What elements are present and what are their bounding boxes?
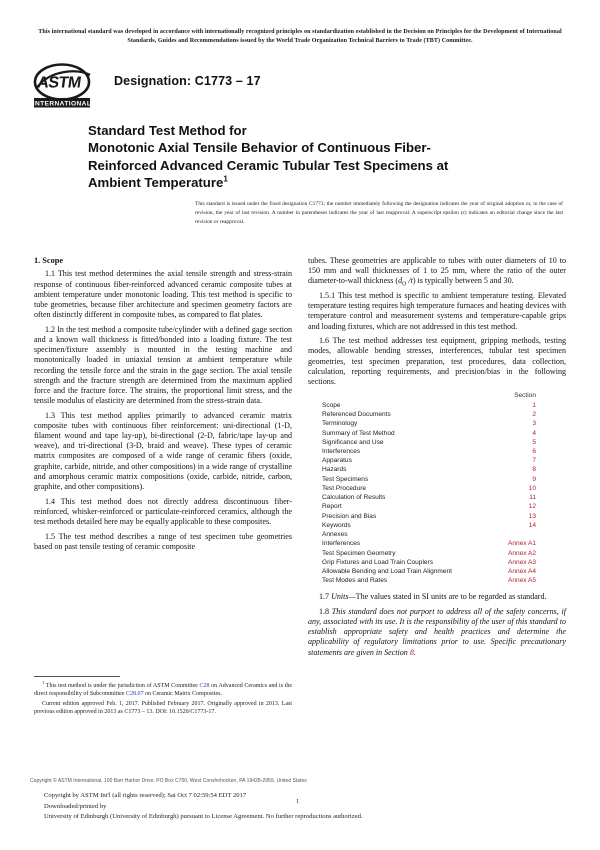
p1-7-text: The values stated in SI units are to be regarded as standard. xyxy=(355,592,547,602)
svg-text:INTERNATIONAL: INTERNATIONAL xyxy=(32,100,92,108)
symbol-do-sub: O xyxy=(402,281,407,288)
toc-row xyxy=(308,457,566,466)
body-column-right xyxy=(308,256,566,662)
title-line-4-text: Ambient Temperature xyxy=(88,175,224,191)
subcommittee-c2807-link[interactable]: C28.07 xyxy=(125,690,144,697)
toc-row-label: Test Procedure xyxy=(322,484,367,492)
title-line-3: Reinforced Advanced Ceramic Tubular Test Specimens at xyxy=(88,157,449,173)
toc-row-label: Referenced Documents xyxy=(322,411,391,419)
toc-row-section-link[interactable]: 8 xyxy=(532,466,536,474)
toc-header-label xyxy=(308,392,492,402)
table-of-contents xyxy=(308,392,566,587)
toc-row-section-link[interactable]: 11 xyxy=(529,494,536,502)
footnote-text-b: on Advanced Ceramics and is the direct responsibility of Subcommittee xyxy=(34,682,292,697)
toc-row-label: Test Specimen Geometry xyxy=(322,549,396,557)
toc-row-label: Test Modes and Rates xyxy=(322,577,388,585)
toc-row-label: Terminology xyxy=(322,420,358,428)
p1-8-number: 1.8 xyxy=(319,606,332,616)
toc-row xyxy=(308,438,566,447)
body-column-left xyxy=(34,256,292,556)
toc-row xyxy=(308,512,566,521)
toc-row-section-link[interactable]: 9 xyxy=(532,475,536,483)
toc-row-section-link[interactable]: 3 xyxy=(532,420,536,428)
toc-row-label: Test Specimens xyxy=(322,475,369,483)
p1-7-number: 1.7 xyxy=(319,592,332,602)
toc-row xyxy=(308,568,566,577)
toc-row-label: Report xyxy=(322,503,342,511)
toc-row xyxy=(308,549,566,558)
toc-row xyxy=(308,577,566,586)
footnote-rule xyxy=(34,676,120,677)
toc-row xyxy=(308,401,566,410)
footnote-text-a: This test method is under the jurisdiction of ASTM Committee xyxy=(44,682,200,689)
toc-row xyxy=(308,531,566,540)
toc-row-section-link[interactable]: 4 xyxy=(532,429,536,437)
toc-row-label: Significance and Use xyxy=(322,438,384,446)
toc-row-label: Summary of Test Method xyxy=(322,429,395,437)
toc-row xyxy=(308,475,566,484)
p1-8-period: . xyxy=(413,647,416,657)
toc-row-section-link[interactable]: 14 xyxy=(528,521,536,529)
designation-label: Designation: C1773 – 17 xyxy=(114,74,261,88)
toc-row xyxy=(308,411,566,420)
page-title xyxy=(88,122,558,192)
license-line-3: University of Edinburgh (University of Edinburgh) pursuant to License Agreement. No further reproductions authorized. xyxy=(44,813,363,821)
paragraph-1-2: 1.2 In the test method a composite tube/cylinder with a defined gage section and a known wall thickness is fitted/bonded into a loading fixture. The test specimen/fixture assembly is mounted in the testing machine and monotonically loaded in uniaxial tension at ambient temperature while recording the tensile force and the strain in the gage section. The axial tensile strength and the fracture strength are determined from the maximum applied force and the fracture force. The strains, the proportional limit stress, and the tensile modulus of elasticity are determined from the stress-strain data. xyxy=(34,324,292,406)
astm-logo-icon xyxy=(32,62,94,110)
toc-row xyxy=(308,558,566,567)
wto-preamble-text: This international standard was developed in accordance with internationally recognized principles on standardization established in the Decision on Principles for the Development of International Standards, Guides and Recommendations issued by the World Trade Organization Technical Barriers to Trade (TBT) Committee. xyxy=(38,29,562,45)
toc-row-section-link[interactable]: Annex A5 xyxy=(507,577,536,585)
footnote-block xyxy=(34,676,292,719)
toc-row-section-link[interactable]: 6 xyxy=(532,447,536,455)
toc-row-section-link[interactable]: Annex A4 xyxy=(507,568,536,576)
toc-row-label: Precision and Bias xyxy=(322,512,377,520)
symbol-t: /t xyxy=(406,276,413,286)
paragraph-1-4: 1.4 This test method does not directly address discontinuous fiber-reinforced, whisker-reinforced or particulate-reinforced ceramics, although the test methods detailed here may be equally applicable to these composites. xyxy=(34,496,292,526)
toc-row xyxy=(308,420,566,429)
p1-5-post: ) is typically between 5 and 30. xyxy=(412,276,514,286)
license-line-1: Copyright by ASTM Int'l (all rights reserved); Sat Oct 7 02:59:54 EDT 2017 xyxy=(44,792,247,799)
toc-row xyxy=(308,522,566,531)
svg-text:ASTM: ASTM xyxy=(36,73,83,92)
paragraph-1-7 xyxy=(308,592,566,602)
toc-row-label: Interferences xyxy=(322,540,361,548)
toc-row xyxy=(308,485,566,494)
copyright-line: Copyright © ASTM International, 100 Barr Harbor Drive, PO Box C700, West Conshohocken, PA 19428-2959, United States xyxy=(30,778,307,784)
footnote-marker: 1 xyxy=(42,679,45,685)
title-line-1: Standard Test Method for xyxy=(88,123,247,138)
paragraph-1-6: 1.6 The test method addresses test equipment, gripping methods, testing modes, allowable bending stresses, interferences, tubular test specimen geometries, test specimen preparation, test procedures, data collection, calculation, reporting requirements, and precision/bias in the following sections. xyxy=(308,336,566,386)
toc-row-section-link[interactable]: 1 xyxy=(532,401,536,409)
toc-row xyxy=(308,540,566,549)
masthead xyxy=(32,62,568,112)
toc-row-section-link[interactable] xyxy=(492,531,566,540)
toc-row-label: Allowable Bending and Load Train Alignment xyxy=(322,568,452,576)
toc-row-label: Calculation of Results xyxy=(322,494,386,502)
paragraph-1-8 xyxy=(308,607,566,658)
section-8-link[interactable]: 8 xyxy=(409,647,414,657)
toc-row xyxy=(308,429,566,438)
committee-c28-link[interactable]: C28 xyxy=(199,682,210,689)
paragraph-1-1: 1.1 This test method determines the axial tensile strength and stress-strain response of continuous fiber-reinforced advanced ceramic composite tubes at ambient temperature under monotonic loading. This test method is specific to tube geometries, because fiber architecture and specimen geometry factors are often distinctly different in composite tubes, as compared to flat plates. xyxy=(34,269,292,320)
toc-header-row xyxy=(308,392,566,402)
toc-header-section: Section xyxy=(514,391,536,399)
toc-row xyxy=(308,466,566,475)
toc-body xyxy=(308,392,566,587)
footnote-jurisdiction xyxy=(34,679,292,698)
toc-row xyxy=(308,503,566,512)
issue-note: This standard is issued under the fixed designation C1773; the number immediately following the designation indicates the year of original adoption or, in the case of revision, the year of last revision. A number in parentheses indicates the year of last reapproval. A superscript epsilon (ε) indicates an editorial change since the last revision or reapproval. xyxy=(195,201,563,225)
p1-7-units-label: Units— xyxy=(331,592,356,602)
paragraph-1-5-cont xyxy=(308,256,566,287)
license-block xyxy=(44,791,363,823)
footnote-text-c: on Ceramic Matrix Composites. xyxy=(143,690,222,697)
p1-5-pre: tubes. These geometries are applicable to tubes with outer diameters of 10 to 150 mm and wall thicknesses of 1 to 25 mm, where the ratio of the outer diameter-to-wall thickness ( xyxy=(308,256,566,286)
toc-row-label: Interferences xyxy=(322,447,361,455)
license-line-2: Downloaded/printed by xyxy=(44,802,107,810)
paragraph-1-5-1: 1.5.1 This test method is specific to ambient temperature testing. Elevated temperature testing requires high temperature furnaces and heating devices with temperature control and measurement systems and temperature-capable grips and loading fixtures, which are not addressed in this test method. xyxy=(308,291,566,331)
paragraph-1-5-start: 1.5 The test method describes a range of test specimen tube geometries based on past tensile testing of ceramic composite xyxy=(34,531,292,551)
toc-row-section-link[interactable]: Annex A2 xyxy=(507,549,536,557)
title-footnote-marker: 1 xyxy=(223,174,228,184)
toc-row xyxy=(308,448,566,457)
p1-8-text: This standard does not purport to address all of the safety concerns, if any, associated with its use. It is the responsibility of the user of this standard to establish appropriate safety and health practices and determine the applicability of regulatory limitations prior to use. Specific precautionary statements are given in Section xyxy=(308,606,566,657)
page-number: 1 xyxy=(296,798,300,805)
title-line-4 xyxy=(88,174,558,191)
toc-row-section-link[interactable]: 2 xyxy=(532,411,536,419)
toc-row-section-link[interactable]: 10 xyxy=(528,484,536,492)
title-line-2: Monotonic Axial Tensile Behavior of Continuous Fiber- xyxy=(88,140,431,156)
toc-row-section-link[interactable]: 13 xyxy=(528,512,536,520)
toc-row-label: Keywords xyxy=(322,521,351,529)
toc-row-label: Hazards xyxy=(322,466,347,474)
toc-row-section-link[interactable]: 12 xyxy=(528,503,536,511)
toc-row-label: Grip Fixtures and Load Train Couplers xyxy=(322,558,433,566)
toc-row-section-link[interactable]: 5 xyxy=(532,438,536,446)
toc-row-section-link[interactable]: Annex A3 xyxy=(507,558,536,566)
footnote-edition: Current edition approved Feb. 1, 2017. Published February 2017. Originally approved in 2013. Last previous edition approved in 2013 as C1773 – 13. DOI: 10.1520/C1773-17. xyxy=(34,701,292,716)
section-heading-scope: 1. Scope xyxy=(34,256,64,265)
toc-row xyxy=(308,494,566,503)
symbol-do: d xyxy=(398,276,403,286)
toc-row-label: Annexes xyxy=(322,531,348,539)
toc-row-section-link[interactable]: Annex A1 xyxy=(507,540,536,548)
toc-row-label: Apparatus xyxy=(322,457,352,465)
toc-row-section-link[interactable]: 7 xyxy=(532,457,536,465)
toc-row-label: Scope xyxy=(322,401,341,409)
paragraph-1-3: 1.3 This test method applies primarily to advanced ceramic matrix composite tubes with continuous fiber reinforcement: uni-directional (1-D, filament wound and tape lay-up), bi-directional (2-D, fabric/tape lay-up and weave), and tri-directional (3-D, braid and weave). These types of ceramic matrix composites are composed of a wide range of ceramic fibers (oxide, graphite, carbide, nitride, and other compositions) in a wide range of crystalline and amorphous ceramic matrix compositions (oxide, carbide, nitride, carbon, graphite, and other compositions). xyxy=(34,410,292,491)
